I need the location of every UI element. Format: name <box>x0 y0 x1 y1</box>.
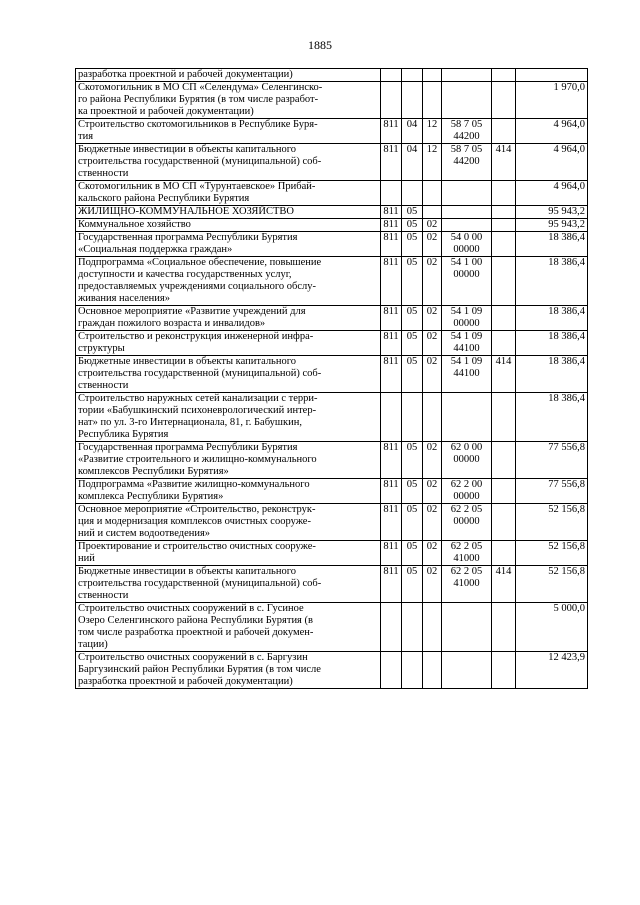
ministry-code-cell: 811 <box>381 566 402 603</box>
section-code-cell: 05 <box>402 566 423 603</box>
table-row <box>76 232 588 257</box>
subsection-code-cell: 02 <box>423 232 442 257</box>
amount-cell: 18 386,4 <box>516 306 588 331</box>
amount-cell: 52 156,8 <box>516 504 588 541</box>
row-name-line: нат» по ул. 3-го Интернационала, 81, г. Бабушкин, <box>78 417 302 428</box>
table-row <box>76 257 588 306</box>
row-name-cell <box>76 541 381 566</box>
row-name-line: Основное мероприятие «Развитие учреждений для <box>78 306 306 317</box>
subsection-code-cell: 12 <box>423 119 442 144</box>
ministry-code-cell <box>381 69 402 82</box>
subsection-code-cell <box>423 181 442 206</box>
row-name-line: том числе разработка проектной и рабочей докумен- <box>78 627 314 638</box>
target-article-line: 58 7 05 <box>450 119 483 130</box>
row-name-line: ственности <box>78 168 129 179</box>
target-article-line: 54 1 09 <box>450 356 483 367</box>
row-name-line: ка проектной и рабочей документации) <box>78 106 254 117</box>
table-row <box>76 504 588 541</box>
row-name-line: строительства государственной (муниципальной) соб- <box>78 368 322 379</box>
target-article-cell <box>442 541 492 566</box>
subsection-code-cell: 02 <box>423 356 442 393</box>
expense-type-cell <box>492 603 516 652</box>
expense-type-cell <box>492 541 516 566</box>
row-name-cell <box>76 206 381 219</box>
table-row <box>76 331 588 356</box>
table-row <box>76 181 588 206</box>
target-article-line: 62 2 05 <box>450 504 483 515</box>
expense-type-cell <box>492 206 516 219</box>
expense-type-cell <box>492 393 516 442</box>
expense-type-cell <box>492 82 516 119</box>
row-name-line: Скотомогильник в МО СП «Селендума» Селенгинско- <box>78 82 323 93</box>
table-row <box>76 442 588 479</box>
target-article-cell <box>442 393 492 442</box>
budget-table <box>75 68 588 689</box>
row-name-line: го района Республики Бурятия (в том числе разработ- <box>78 94 319 105</box>
row-name-line: комплекса Республики Бурятия» <box>78 491 224 502</box>
row-name-line: ственности <box>78 380 129 391</box>
target-article-line: 54 0 00 <box>450 232 483 243</box>
row-name-line: ция и модернизация комплексов очистных сооруже- <box>78 516 311 527</box>
row-name-line: разработка проектной и рабочей документации) <box>78 69 293 80</box>
row-name-line: Подпрограмма «Социальное обеспечение, повышение <box>78 257 322 268</box>
amount-cell: 4 964,0 <box>516 119 588 144</box>
row-name-cell <box>76 69 381 82</box>
table-row <box>76 119 588 144</box>
subsection-code-cell: 02 <box>423 504 442 541</box>
row-name-cell <box>76 504 381 541</box>
section-code-cell: 05 <box>402 479 423 504</box>
row-name-line: Скотомогильник в МО СП «Турунтаевское» Прибай- <box>78 181 316 192</box>
section-code-cell: 05 <box>402 541 423 566</box>
row-name-line: Государственная программа Республики Бурятия <box>78 232 298 243</box>
subsection-code-cell: 02 <box>423 219 442 232</box>
amount-cell: 1 970,0 <box>516 82 588 119</box>
expense-type-cell <box>492 331 516 356</box>
row-name-line: Государственная программа Республики Бурятия <box>78 442 298 453</box>
table-row <box>76 306 588 331</box>
ministry-code-cell: 811 <box>381 257 402 306</box>
ministry-code-cell <box>381 393 402 442</box>
subsection-code-cell <box>423 206 442 219</box>
table-row <box>76 219 588 232</box>
table-row <box>76 393 588 442</box>
section-code-cell: 05 <box>402 232 423 257</box>
row-name-line: Бюджетные инвестиции в объекты капитального <box>78 144 297 155</box>
row-name-line: Подпрограмма «Развитие жилищно-коммунального <box>78 479 310 490</box>
page-number: 1885 <box>308 38 332 52</box>
row-name-cell <box>76 356 381 393</box>
row-name-cell <box>76 144 381 181</box>
target-article-cell <box>442 119 492 144</box>
expense-type-cell <box>492 504 516 541</box>
target-article-line: 54 1 09 <box>450 306 483 317</box>
row-name-line: Республика Бурятия <box>78 429 169 440</box>
target-article-line: 00000 <box>453 318 480 329</box>
ministry-code-cell <box>381 181 402 206</box>
subsection-code-cell: 02 <box>423 442 442 479</box>
target-article-line: 62 2 00 <box>450 479 483 490</box>
target-article-line: 00000 <box>453 244 480 255</box>
row-name-line: тации) <box>78 639 108 650</box>
target-article-cell <box>442 652 492 689</box>
row-name-cell <box>76 652 381 689</box>
row-name-line: живания населения» <box>78 293 170 304</box>
row-name-cell <box>76 566 381 603</box>
ministry-code-cell: 811 <box>381 232 402 257</box>
row-name-line: доступности и качества государственных услуг, <box>78 269 292 280</box>
amount-cell: 18 386,4 <box>516 257 588 306</box>
row-name-line: предоставляемых учреждениями социального обслу- <box>78 281 317 292</box>
target-article-cell <box>442 144 492 181</box>
row-name-line: Бюджетные инвестиции в объекты капитального <box>78 356 297 367</box>
table-row <box>76 82 588 119</box>
target-article-line: 00000 <box>453 491 480 502</box>
row-name-line: разработка проектной и рабочей документации) <box>78 676 293 687</box>
table-row <box>76 566 588 603</box>
ministry-code-cell: 811 <box>381 306 402 331</box>
target-article-line: 44100 <box>453 368 480 379</box>
row-name-line: Озеро Селенгинского района Республики Бурятия (в <box>78 615 313 626</box>
row-name-cell <box>76 232 381 257</box>
table-row <box>76 144 588 181</box>
subsection-code-cell <box>423 393 442 442</box>
target-article-cell <box>442 232 492 257</box>
amount-cell: 4 964,0 <box>516 144 588 181</box>
row-name-line: Строительство очистных сооружений в с. Гусиное <box>78 603 304 614</box>
row-name-line: Основное мероприятие «Строительство, реконструк- <box>78 504 316 515</box>
target-article-cell <box>442 82 492 119</box>
target-article-line: 44100 <box>453 343 480 354</box>
amount-cell: 52 156,8 <box>516 541 588 566</box>
amount-cell: 52 156,8 <box>516 566 588 603</box>
ministry-code-cell <box>381 652 402 689</box>
row-name-line: тия <box>78 131 94 142</box>
section-code-cell: 05 <box>402 504 423 541</box>
section-code-cell: 05 <box>402 331 423 356</box>
subsection-code-cell: 02 <box>423 306 442 331</box>
target-article-line: 44200 <box>453 131 480 142</box>
row-name-cell <box>76 442 381 479</box>
amount-cell: 18 386,4 <box>516 232 588 257</box>
amount-cell <box>516 69 588 82</box>
ministry-code-cell: 811 <box>381 331 402 356</box>
ministry-code-cell: 811 <box>381 479 402 504</box>
target-article-cell <box>442 442 492 479</box>
amount-cell: 4 964,0 <box>516 181 588 206</box>
row-name-line: Строительство и реконструкция инженерной инфра- <box>78 331 314 342</box>
expense-type-cell: 414 <box>492 566 516 603</box>
target-article-cell <box>442 219 492 232</box>
target-article-line: 62 2 05 <box>450 541 483 552</box>
expense-type-cell <box>492 181 516 206</box>
ministry-code-cell <box>381 603 402 652</box>
section-code-cell: 05 <box>402 219 423 232</box>
row-name-line: тории «Бабушкинский психоневрологический интер- <box>78 405 317 416</box>
expense-type-cell: 414 <box>492 144 516 181</box>
row-name-cell <box>76 479 381 504</box>
expense-type-cell <box>492 479 516 504</box>
subsection-code-cell: 02 <box>423 479 442 504</box>
row-name-cell <box>76 257 381 306</box>
ministry-code-cell: 811 <box>381 541 402 566</box>
target-article-cell <box>442 69 492 82</box>
expense-type-cell <box>492 69 516 82</box>
row-name-line: «Социальная поддержка граждан» <box>78 244 233 255</box>
row-name-line: ЖИЛИЩНО-КОММУНАЛЬНОЕ ХОЗЯЙСТВО <box>78 206 294 217</box>
subsection-code-cell: 02 <box>423 331 442 356</box>
subsection-code-cell: 02 <box>423 541 442 566</box>
section-code-cell <box>402 652 423 689</box>
target-article-cell <box>442 504 492 541</box>
row-name-line: ственности <box>78 590 129 601</box>
amount-cell: 77 556,8 <box>516 442 588 479</box>
target-article-cell <box>442 181 492 206</box>
section-code-cell: 04 <box>402 119 423 144</box>
amount-cell: 18 386,4 <box>516 356 588 393</box>
target-article-cell <box>442 566 492 603</box>
budget-table-body <box>76 69 588 689</box>
table-row <box>76 479 588 504</box>
row-name-line: Строительство очистных сооружений в с. Баргузин <box>78 652 308 663</box>
target-article-line: 00000 <box>453 454 480 465</box>
row-name-line: Строительство наружных сетей канализации с терри- <box>78 393 318 404</box>
row-name-line: Строительство скотомогильников в Республике Буря- <box>78 119 318 130</box>
row-name-cell <box>76 219 381 232</box>
target-article-line: 54 1 00 <box>450 257 483 268</box>
target-article-line: 62 0 00 <box>450 442 483 453</box>
table-row <box>76 603 588 652</box>
expense-type-cell <box>492 442 516 479</box>
ministry-code-cell <box>381 82 402 119</box>
section-code-cell <box>402 69 423 82</box>
subsection-code-cell: 12 <box>423 144 442 181</box>
ministry-code-cell: 811 <box>381 206 402 219</box>
section-code-cell: 05 <box>402 257 423 306</box>
amount-cell: 5 000,0 <box>516 603 588 652</box>
row-name-cell <box>76 603 381 652</box>
amount-cell: 95 943,2 <box>516 206 588 219</box>
target-article-line: 54 1 09 <box>450 331 483 342</box>
subsection-code-cell <box>423 82 442 119</box>
target-article-cell <box>442 479 492 504</box>
target-article-line: 58 7 05 <box>450 144 483 155</box>
section-code-cell <box>402 603 423 652</box>
row-name-line: строительства государственной (муниципальной) соб- <box>78 156 322 167</box>
section-code-cell: 05 <box>402 442 423 479</box>
section-code-cell <box>402 393 423 442</box>
target-article-cell <box>442 356 492 393</box>
target-article-line: 41000 <box>453 578 480 589</box>
target-article-line: 44200 <box>453 156 480 167</box>
ministry-code-cell: 811 <box>381 356 402 393</box>
target-article-cell <box>442 331 492 356</box>
expense-type-cell <box>492 219 516 232</box>
row-name-cell <box>76 181 381 206</box>
subsection-code-cell: 02 <box>423 257 442 306</box>
ministry-code-cell: 811 <box>381 442 402 479</box>
target-article-line: 41000 <box>453 553 480 564</box>
section-code-cell: 05 <box>402 306 423 331</box>
target-article-line: 00000 <box>453 516 480 527</box>
table-row <box>76 206 588 219</box>
row-name-cell <box>76 331 381 356</box>
row-name-line: ний <box>78 553 95 564</box>
target-article-cell <box>442 306 492 331</box>
table-row <box>76 652 588 689</box>
row-name-line: Бюджетные инвестиции в объекты капитального <box>78 566 297 577</box>
row-name-line: структуры <box>78 343 125 354</box>
row-name-line: «Развитие строительного и жилищно-коммунального <box>78 454 317 465</box>
expense-type-cell <box>492 652 516 689</box>
expense-type-cell <box>492 119 516 144</box>
expense-type-cell <box>492 232 516 257</box>
ministry-code-cell: 811 <box>381 144 402 181</box>
table-row <box>76 356 588 393</box>
row-name-line: Проектирование и строительство очистных сооруже- <box>78 541 316 552</box>
section-code-cell <box>402 82 423 119</box>
row-name-line: ний и систем водоотведения» <box>78 528 211 539</box>
target-article-cell <box>442 603 492 652</box>
row-name-line: кальского района Республики Бурятия <box>78 193 250 204</box>
subsection-code-cell <box>423 69 442 82</box>
target-article-cell <box>442 206 492 219</box>
row-name-line: строительства государственной (муниципальной) соб- <box>78 578 322 589</box>
row-name-line: Коммунальное хозяйство <box>78 219 191 230</box>
target-article-cell <box>442 257 492 306</box>
expense-type-cell <box>492 257 516 306</box>
section-code-cell <box>402 181 423 206</box>
section-code-cell: 05 <box>402 206 423 219</box>
subsection-code-cell <box>423 652 442 689</box>
amount-cell: 95 943,2 <box>516 219 588 232</box>
section-code-cell: 04 <box>402 144 423 181</box>
ministry-code-cell: 811 <box>381 219 402 232</box>
row-name-cell <box>76 119 381 144</box>
target-article-line: 00000 <box>453 269 480 280</box>
row-name-line: граждан пожилого возраста и инвалидов» <box>78 318 266 329</box>
target-article-line: 62 2 05 <box>450 566 483 577</box>
expense-type-cell: 414 <box>492 356 516 393</box>
expense-type-cell <box>492 306 516 331</box>
amount-cell: 77 556,8 <box>516 479 588 504</box>
row-name-line: комплексов Республики Бурятия» <box>78 466 229 477</box>
table-row <box>76 69 588 82</box>
row-name-cell <box>76 82 381 119</box>
row-name-line: Баргузинский район Республики Бурятия (в том числе <box>78 664 321 675</box>
row-name-cell <box>76 306 381 331</box>
amount-cell: 18 386,4 <box>516 393 588 442</box>
row-name-cell <box>76 393 381 442</box>
section-code-cell: 05 <box>402 356 423 393</box>
table-row <box>76 541 588 566</box>
ministry-code-cell: 811 <box>381 504 402 541</box>
subsection-code-cell <box>423 603 442 652</box>
amount-cell: 18 386,4 <box>516 331 588 356</box>
ministry-code-cell: 811 <box>381 119 402 144</box>
amount-cell: 12 423,9 <box>516 652 588 689</box>
subsection-code-cell: 02 <box>423 566 442 603</box>
